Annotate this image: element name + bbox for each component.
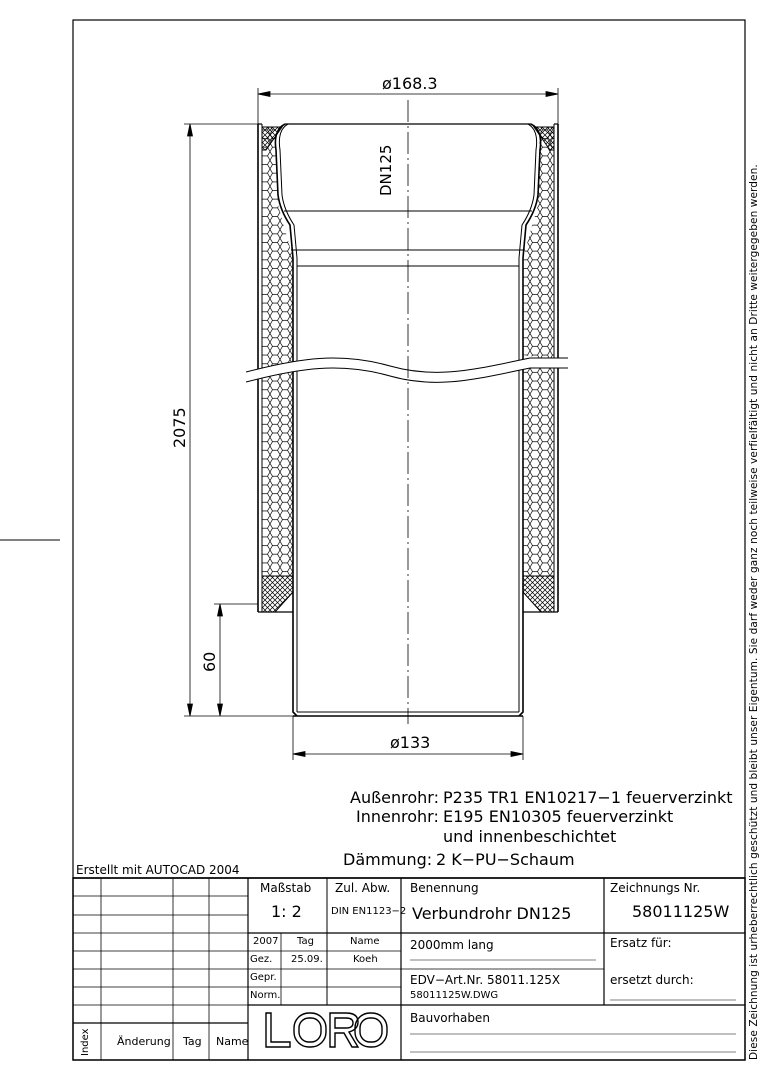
spigot-length-label: 60: [200, 651, 219, 672]
name-field-label: Benennung: [410, 881, 479, 895]
norm-label: Norm.: [250, 990, 281, 1001]
drawing-no-label: Zeichnungs Nr.: [610, 881, 701, 895]
foam-left-lower: [262, 370, 293, 576]
insulation-label: Dämmung:: [343, 850, 433, 869]
copyright-note: Diese Zeichnung ist urheberrechtlich geschützt und bleibt unser Eigentum. Sie darf weder ganz noch teilweise verfielfältigt und nicht an Dritte weitergegeben werden.: [748, 164, 760, 1060]
year-value: 2007: [253, 936, 279, 947]
replaced-by-label: ersetzt durch:: [610, 973, 694, 987]
length-note: 2000mm lang: [410, 938, 494, 952]
total-length-label: 2075: [170, 407, 189, 448]
tolerance-label: Zul. Abw.: [335, 881, 391, 895]
drawn-day: 25.09.: [291, 954, 323, 965]
scale-value: 1: 2: [271, 902, 302, 921]
inner-pipe-label: Innenrohr:: [356, 807, 439, 826]
article-no: EDV−Art.Nr. 58011.125X: [410, 973, 561, 987]
checked-label: Gepr.: [250, 972, 277, 983]
loro-logo: [266, 1013, 387, 1047]
insulation-value: 2 K−PU−Schaum: [436, 850, 575, 869]
change-column-label: Änderung: [117, 1035, 171, 1048]
end-cap-right-bottom: [523, 576, 554, 612]
name-field-value: Verbundrohr DN125: [412, 904, 572, 923]
name-column-label: Name: [350, 936, 380, 947]
foam-left-upper: [262, 127, 293, 373]
end-cap-left-bottom: [262, 576, 293, 612]
outer-diameter-label: ø168.3: [382, 74, 438, 93]
revision-day-label: Tag: [183, 1035, 202, 1048]
inner-pipe-value-2: und innenbeschichtet: [443, 827, 617, 846]
drawn-label: Gez.: [250, 954, 273, 965]
outer-pipe-label: Außenrohr:: [350, 788, 439, 807]
scale-label: Maßstab: [260, 881, 312, 895]
dimension-lines: [184, 88, 558, 760]
created-with-note: Erstellt mit AUTOCAD 2004: [76, 863, 240, 877]
dwg-file-name: 58011125W.DWG: [410, 990, 499, 1001]
foam-right-lower: [523, 362, 554, 576]
foam-right-upper: [523, 127, 554, 360]
inner-diameter-label: ø133: [390, 733, 431, 752]
pipe-section-drawing: [246, 100, 568, 724]
inner-pipe-value: E195 EN10305 feuerverzinkt: [443, 807, 674, 826]
replaces-label: Ersatz für:: [610, 936, 672, 950]
drawing-no-value: 58011125W: [632, 902, 730, 921]
tolerance-value: DIN EN1123−2: [331, 906, 407, 917]
day-column-label: Tag: [297, 936, 314, 947]
outer-pipe-value: P235 TR1 EN10217−1 feuerverzinkt: [443, 788, 733, 807]
nominal-size-label: DN125: [377, 144, 395, 196]
project-label: Bauvorhaben: [410, 1011, 490, 1025]
index-column-label: Index: [80, 1028, 91, 1056]
revision-name-label: Name: [216, 1035, 249, 1048]
drawn-name: Koeh: [353, 954, 378, 965]
